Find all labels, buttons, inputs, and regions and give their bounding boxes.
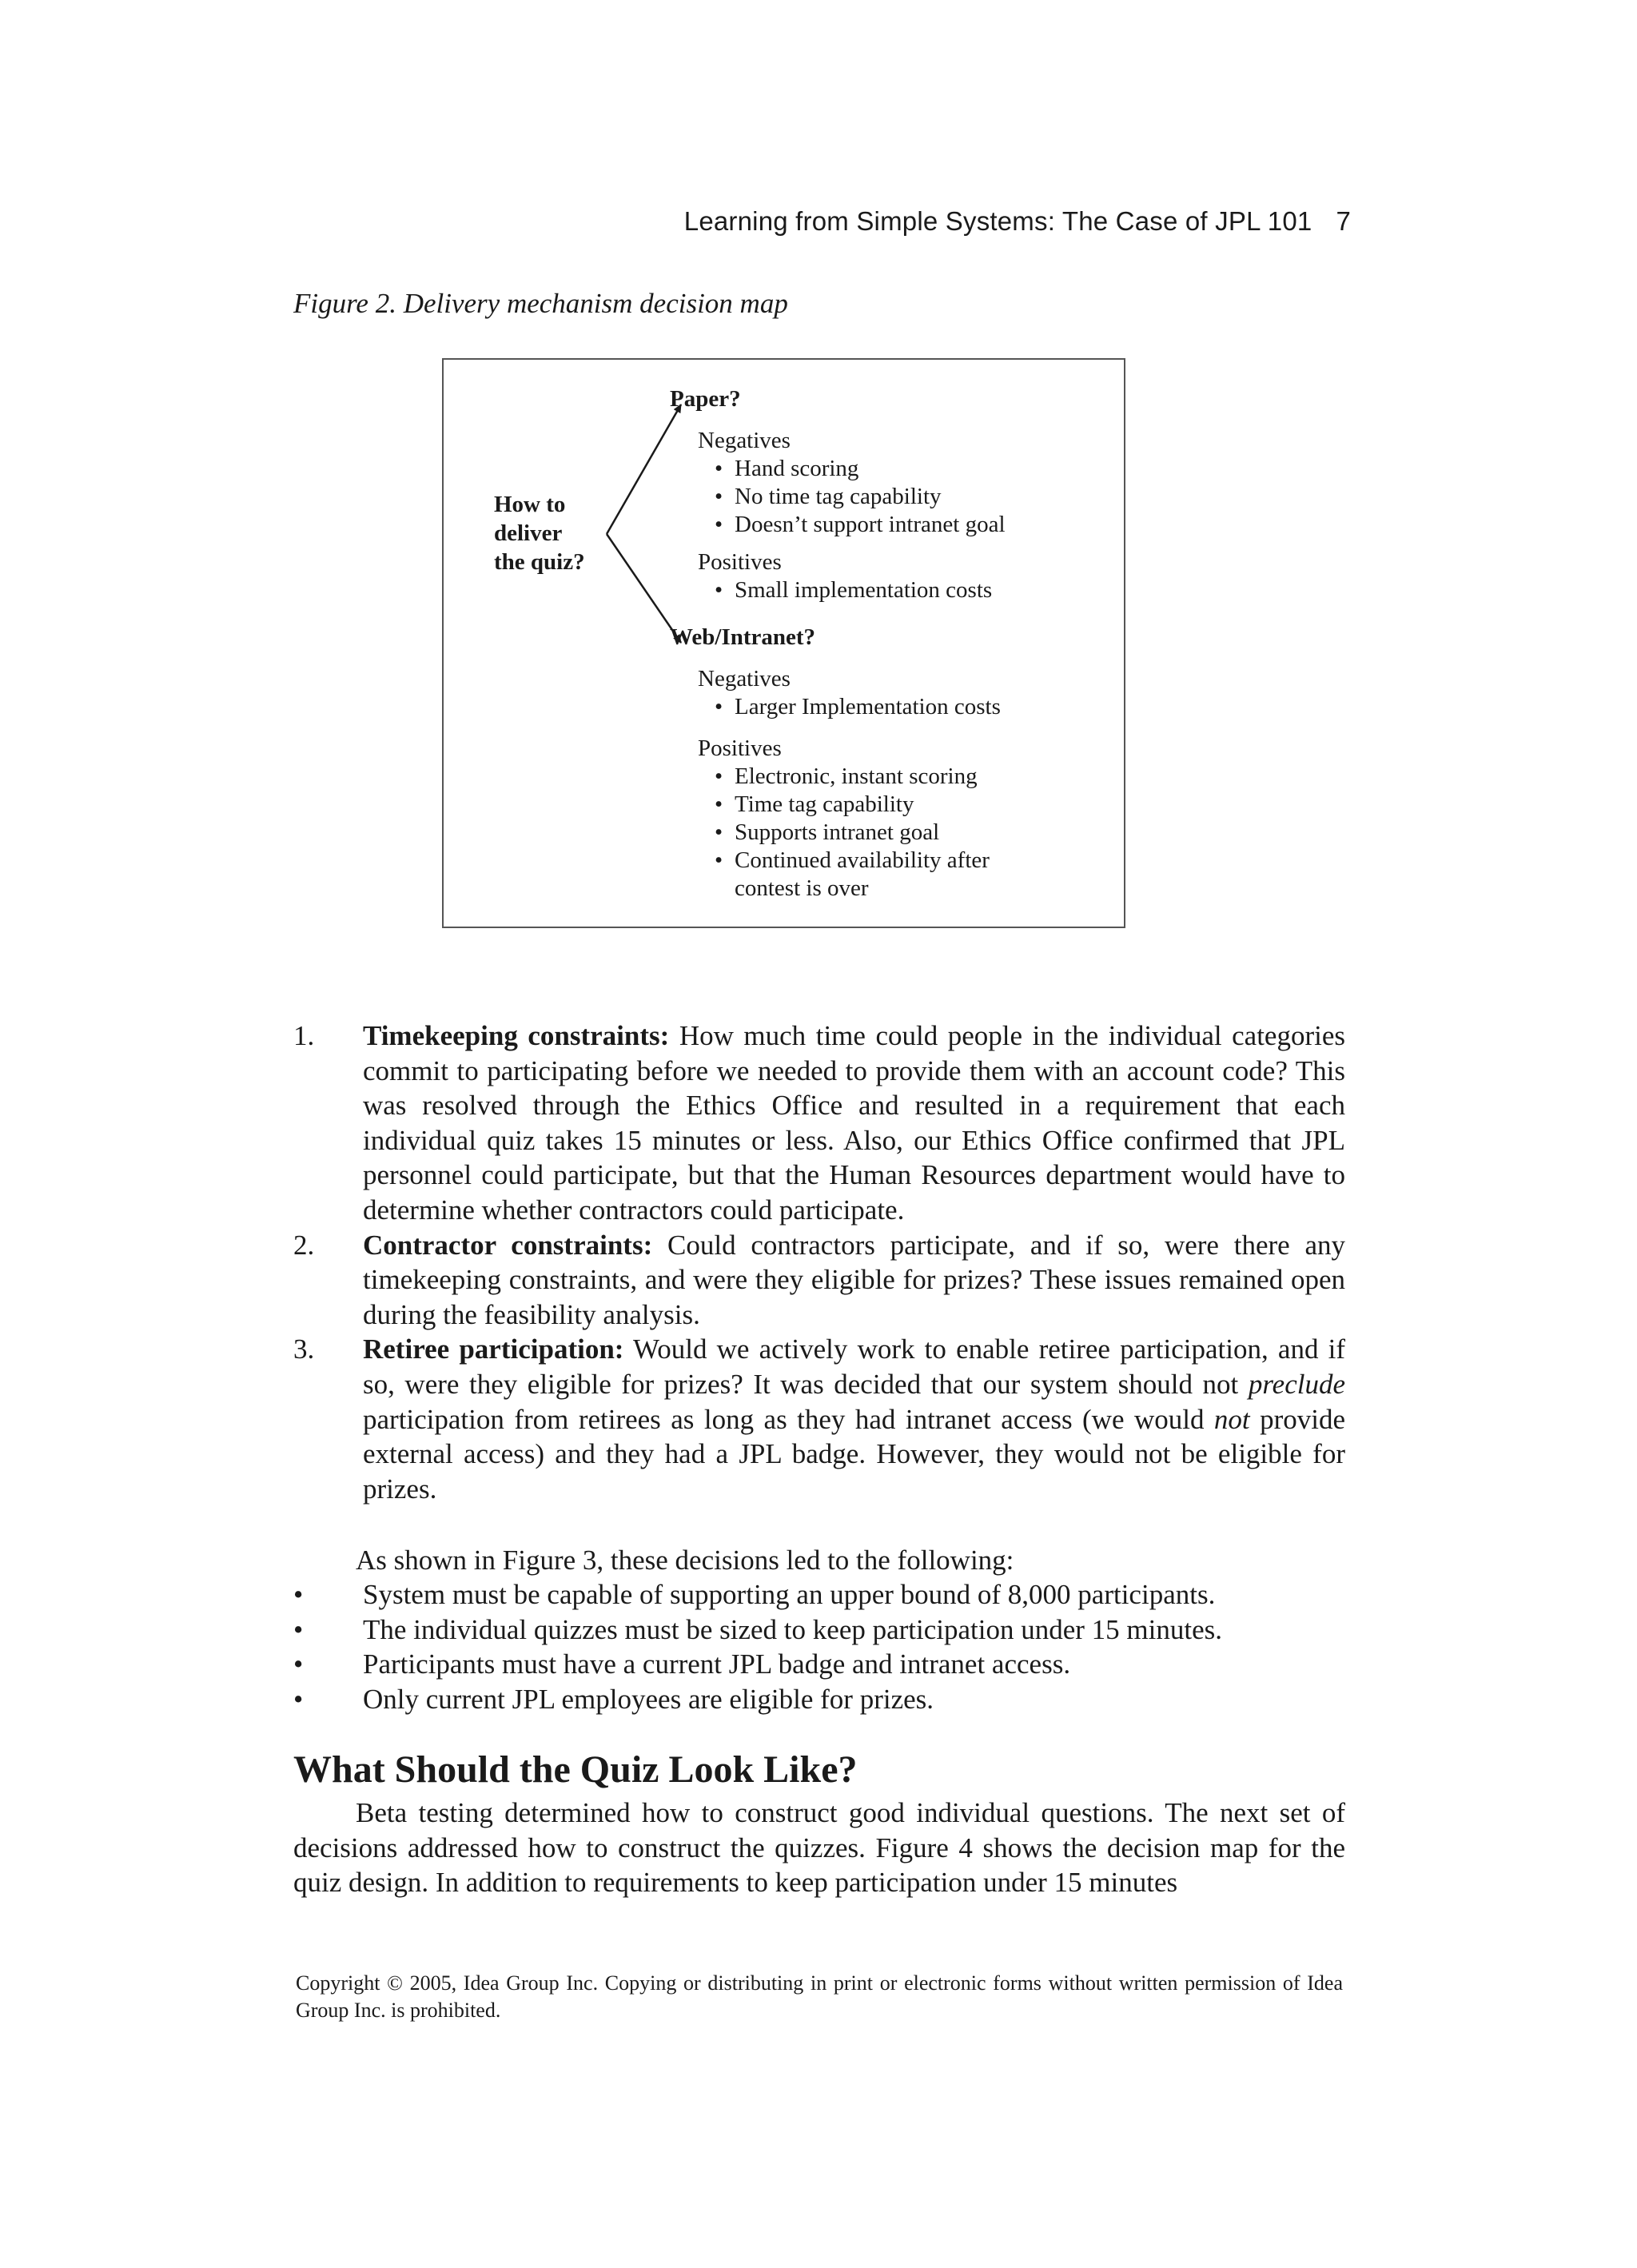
list-item: • Participants must have a current JPL badge and intranet access. — [293, 1647, 1345, 1682]
list-item: • Electronic, instant scoring — [715, 763, 978, 789]
positives-label: Positives — [698, 735, 782, 761]
option-title-web: Web/Intranet? — [670, 624, 816, 650]
page-number: 7 — [1336, 206, 1351, 236]
item-text: provide external access) and they had a JPL badge. However, they would not be eligible for prizes. — [363, 1403, 1346, 1505]
list-item: • Continued availability after — [715, 847, 990, 873]
decisions-intro: As shown in Figure 3, these decisions led to the following: — [356, 1545, 1014, 1576]
negatives-label: Negatives — [698, 666, 791, 692]
item-text: Could contractors participate, and if so, were there any timekeeping constraints, and were they eligible for prizes? These issues remained open during the feasibility analysis. — [363, 1229, 1345, 1330]
paper-negatives — [698, 427, 1006, 539]
list-item: • Small implementation costs — [715, 577, 993, 603]
list-item: • System must be capable of supporting an upper bound of 8,000 participants. — [293, 1577, 1345, 1612]
item-text: Would we actively work to enable retiree participation, and if so, were they eligible for prizes? It was decided that our system should not — [363, 1333, 1346, 1400]
list-item: • No time tag capability — [715, 484, 942, 509]
bullet-list — [293, 1577, 1345, 1716]
figure-caption: Figure 2. Delivery mechanism decision map — [293, 288, 788, 319]
item-text: participation from retirees as long as they had intranet access (we would — [363, 1403, 1214, 1435]
decision-map-figure — [442, 358, 1125, 928]
item-term: Retiree participation: — [363, 1333, 624, 1365]
paper-positives — [698, 548, 992, 604]
item-term: Contractor constraints: — [363, 1229, 653, 1261]
list-item: • Doesn’t support intranet goal — [715, 512, 1006, 537]
bullet-icon: • — [293, 1683, 304, 1715]
item-term: Timekeeping constraints: — [363, 1020, 670, 1051]
bullet-icon: • — [293, 1579, 304, 1610]
positives-label: Positives — [698, 549, 782, 575]
item-emphasis: preclude — [1248, 1368, 1345, 1400]
item-number: 2. — [293, 1229, 315, 1261]
list-item — [293, 1018, 1345, 1228]
question-line: How to — [494, 492, 566, 517]
section-heading: What Should the Quiz Look Like? — [293, 1748, 858, 1791]
item-emphasis: not — [1213, 1403, 1250, 1435]
item-number: 3. — [293, 1333, 315, 1365]
item-number: 1. — [293, 1020, 315, 1051]
list-item — [293, 1228, 1345, 1333]
running-header — [0, 206, 1351, 237]
running-title: Learning from Simple Systems: The Case of JPL 101 — [683, 206, 1312, 236]
item-text: How much time could people in the individual categories commit to participating before we needed to provide them with an account code? This was resolved through the Ethics Office and resulted in a requirement that each individual quiz takes 15 minutes or less. Also, our Ethics Office confirmed that JPL personnel could participate, but that the Human Resources department would have to determine whether contractors could participate. — [363, 1020, 1345, 1226]
web-positives — [698, 735, 990, 903]
list-item: • Only current JPL employees are eligible for prizes. — [293, 1682, 1345, 1717]
numbered-list — [293, 1018, 1345, 1506]
list-item: • Hand scoring — [715, 456, 859, 481]
question-line: deliver — [494, 520, 563, 546]
list-item: • The individual quizzes must be sized to keep participation under 15 minutes. — [293, 1612, 1345, 1648]
negatives-label: Negatives — [698, 428, 791, 453]
list-item: • Larger Implementation costs — [715, 694, 1001, 719]
section-paragraph — [293, 1796, 1345, 1900]
bullet-icon: • — [293, 1613, 304, 1645]
list-item: • Supports intranet goal — [715, 819, 940, 845]
copyright-notice: Copyright © 2005, Idea Group Inc. Copying or distributing in print or electronic forms without written permission of Idea Group Inc. is prohibited. — [296, 1971, 1343, 2022]
bullet-icon: • — [293, 1648, 304, 1680]
list-item — [293, 1332, 1345, 1506]
arrow-to-paper — [607, 405, 681, 534]
list-item-continuation: contest is over — [735, 875, 869, 901]
paragraph-text: Beta testing determined how to construct good individual questions. The next set of decisions addressed how to construct the quizzes. Figure 4 shows the decision map for the quiz design. In addition to requirements to keep participation under 15 minutes — [293, 1797, 1345, 1899]
list-item: • Time tag capability — [715, 791, 914, 817]
decision-question — [494, 490, 585, 576]
option-title-paper: Paper? — [670, 386, 741, 412]
web-negatives — [698, 665, 1001, 721]
question-line: the quiz? — [494, 549, 585, 575]
